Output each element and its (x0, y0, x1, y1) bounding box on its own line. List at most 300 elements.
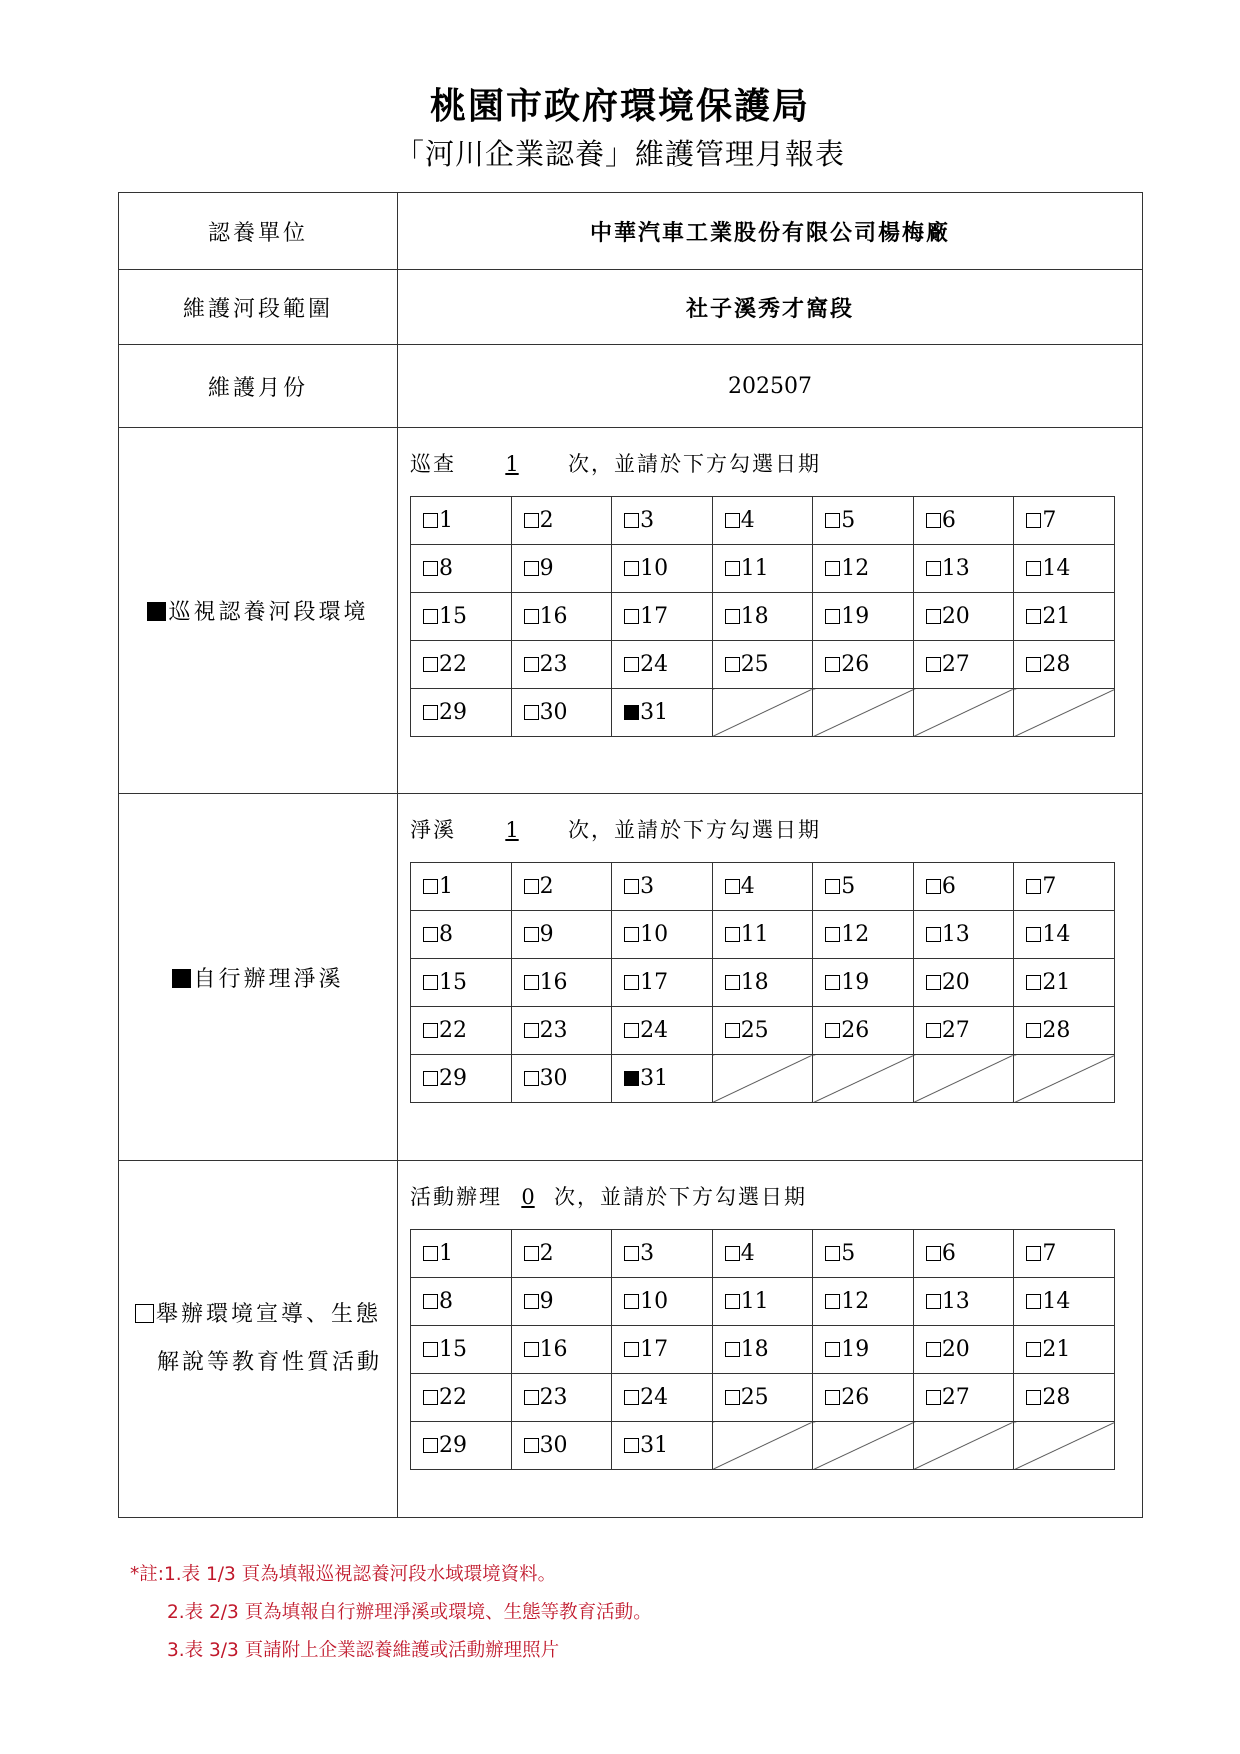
day-cell-22[interactable] (411, 1374, 512, 1422)
day-cell-30[interactable] (511, 689, 612, 737)
day-checkbox[interactable] (524, 1390, 539, 1405)
day-number: 2 (539, 508, 554, 533)
day-checkbox[interactable] (1026, 1294, 1041, 1309)
day-cell-14[interactable] (1014, 545, 1115, 593)
day-cell-4[interactable] (712, 1230, 813, 1278)
day-checkbox[interactable] (524, 657, 539, 672)
day-checkbox[interactable] (725, 1294, 740, 1309)
day-checkbox[interactable] (524, 927, 539, 942)
day-checkbox[interactable] (624, 975, 639, 990)
day-number: 1 (439, 874, 453, 899)
day-number: 12 (841, 556, 870, 581)
day-checkbox[interactable] (725, 1246, 740, 1261)
day-cell-23[interactable] (511, 1007, 612, 1055)
day-cell-10[interactable] (612, 545, 713, 593)
day-checkbox[interactable] (1026, 1390, 1041, 1405)
day-checkbox[interactable] (725, 609, 740, 624)
day-number: 30 (539, 1066, 568, 1091)
day-cell-19[interactable] (813, 593, 914, 641)
day-number: 20 (941, 970, 970, 995)
day-checkbox[interactable] (524, 1294, 539, 1309)
day-number: 26 (841, 1018, 870, 1043)
day-cell-30[interactable] (511, 1055, 612, 1103)
day-checkbox[interactable] (423, 1023, 438, 1038)
day-number: 9 (539, 922, 554, 947)
day-cell-18[interactable] (712, 959, 813, 1007)
day-checkbox[interactable] (926, 609, 941, 624)
day-checkbox[interactable] (825, 1294, 840, 1309)
day-number: 31 (640, 1433, 669, 1458)
day-checkbox[interactable] (423, 927, 438, 942)
day-checkbox[interactable] (1026, 657, 1041, 672)
calendar-row (411, 689, 1115, 737)
day-checkbox[interactable] (725, 879, 740, 894)
day-checkbox[interactable] (624, 1342, 639, 1357)
day-checkbox[interactable] (1026, 975, 1041, 990)
day-cell-4[interactable] (712, 863, 813, 911)
activity-count-line (410, 1181, 1142, 1207)
day-checkbox[interactable] (423, 1390, 438, 1405)
day-checkbox[interactable] (926, 879, 941, 894)
day-number: 19 (841, 604, 870, 629)
day-checkbox[interactable] (926, 1390, 941, 1405)
cleanup-section-checkbox[interactable] (172, 969, 191, 988)
day-cell-6[interactable] (913, 1230, 1014, 1278)
page-title: 桃園市政府環境保護局 (429, 85, 810, 127)
day-cell-11[interactable] (712, 545, 813, 593)
day-cell-24[interactable] (612, 641, 713, 689)
empty-day-cell (813, 1422, 914, 1470)
day-number: 12 (841, 922, 870, 947)
calendar-row (411, 1422, 1115, 1470)
day-checkbox[interactable] (926, 513, 941, 528)
cleanup-section-body (398, 794, 1143, 1161)
day-cell-24[interactable] (612, 1374, 713, 1422)
day-number: 7 (1042, 1241, 1057, 1266)
day-cell-3[interactable] (612, 863, 713, 911)
day-number: 11 (740, 922, 769, 947)
activity-label-line1: 舉辦環境宣導、生態 (135, 1291, 397, 1339)
day-cell-20[interactable] (913, 1326, 1014, 1374)
day-cell-25[interactable] (712, 641, 813, 689)
calendar-row (411, 593, 1115, 641)
day-number: 28 (1042, 1018, 1071, 1043)
day-cell-17[interactable] (612, 1326, 713, 1374)
day-cell-27[interactable] (913, 1007, 1014, 1055)
day-checkbox[interactable] (524, 513, 539, 528)
activity-calendar (410, 1229, 1115, 1470)
patrol-section-text: 巡視認養河段環境 (168, 600, 369, 625)
empty-day-cell (913, 689, 1014, 737)
patrol-calendar (410, 496, 1115, 737)
day-checkbox[interactable] (624, 609, 639, 624)
day-cell-7[interactable] (1014, 1230, 1115, 1278)
day-cell-15[interactable] (411, 1326, 512, 1374)
day-number: 28 (1042, 652, 1071, 677)
day-checkbox[interactable] (1026, 513, 1041, 528)
day-cell-15[interactable] (411, 593, 512, 641)
day-cell-8[interactable] (411, 1278, 512, 1326)
day-checkbox[interactable] (524, 561, 539, 576)
day-cell-23[interactable] (511, 641, 612, 689)
day-cell-22[interactable] (411, 1007, 512, 1055)
day-number: 5 (841, 1241, 856, 1266)
day-number: 4 (740, 874, 755, 899)
day-cell-26[interactable] (813, 1007, 914, 1055)
calendar-row (411, 1326, 1115, 1374)
day-checkbox[interactable] (624, 1023, 639, 1038)
day-checkbox[interactable] (926, 1246, 941, 1261)
day-number: 11 (740, 1289, 769, 1314)
day-checkbox[interactable] (624, 1438, 639, 1453)
day-number: 7 (1042, 508, 1057, 533)
cleanup-count[interactable]: 1 (505, 818, 519, 842)
day-checkbox[interactable] (725, 975, 740, 990)
day-checkbox[interactable] (1026, 927, 1041, 942)
day-cell-20[interactable] (913, 593, 1014, 641)
day-cell-3[interactable] (612, 1230, 713, 1278)
day-number: 13 (941, 1289, 970, 1314)
day-cell-9[interactable] (511, 1278, 612, 1326)
day-checkbox[interactable] (624, 1294, 639, 1309)
day-cell-21[interactable] (1014, 959, 1115, 1007)
day-cell-1[interactable] (411, 497, 512, 545)
day-checkbox[interactable] (624, 561, 639, 576)
day-checkbox[interactable] (725, 513, 740, 528)
day-checkbox[interactable] (725, 657, 740, 672)
day-cell-1[interactable] (411, 863, 512, 911)
day-cell-9[interactable] (511, 911, 612, 959)
day-cell-2[interactable] (511, 863, 612, 911)
note-line-3: 3.表 3/3 頁請附上企業認養維護或活動辦理照片 (167, 1640, 560, 1661)
day-number: 18 (740, 1337, 769, 1362)
day-number: 10 (640, 1289, 669, 1314)
day-cell-17[interactable] (612, 593, 713, 641)
day-number: 6 (941, 874, 956, 899)
day-checkbox[interactable] (1026, 1342, 1041, 1357)
empty-day-cell (913, 1422, 1014, 1470)
day-cell-13[interactable] (913, 911, 1014, 959)
empty-day-cell (813, 689, 914, 737)
day-cell-12[interactable] (813, 545, 914, 593)
day-checkbox[interactable] (423, 879, 438, 894)
day-cell-28[interactable] (1014, 641, 1115, 689)
day-cell-6[interactable] (913, 497, 1014, 545)
day-cell-21[interactable] (1014, 593, 1115, 641)
day-cell-9[interactable] (511, 545, 612, 593)
day-checkbox[interactable] (423, 513, 438, 528)
adopter-label: 認養單位 (119, 193, 398, 270)
day-cell-8[interactable] (411, 545, 512, 593)
day-cell-23[interactable] (511, 1374, 612, 1422)
month-value: 202507 (398, 345, 1143, 428)
day-number: 14 (1042, 556, 1071, 581)
empty-day-cell (1014, 1055, 1115, 1103)
activity-label-line2: 解說等教育性質活動 (157, 1350, 383, 1375)
day-number: 12 (841, 1289, 870, 1314)
day-cell-18[interactable] (712, 1326, 813, 1374)
day-cell-28[interactable] (1014, 1007, 1115, 1055)
day-checkbox[interactable] (926, 1023, 941, 1038)
day-checkbox[interactable] (725, 1390, 740, 1405)
empty-day-cell (913, 1055, 1014, 1103)
day-number: 19 (841, 1337, 870, 1362)
day-cell-19[interactable] (813, 1326, 914, 1374)
day-cell-27[interactable] (913, 1374, 1014, 1422)
day-number: 26 (841, 652, 870, 677)
activity-section-label (119, 1161, 398, 1518)
day-checkbox[interactable] (825, 1246, 840, 1261)
empty-day-cell (712, 1422, 813, 1470)
patrol-prefix: 巡查 (410, 452, 456, 476)
day-cell-2[interactable] (511, 497, 612, 545)
day-number: 5 (841, 508, 856, 533)
day-checkbox[interactable] (624, 1390, 639, 1405)
day-cell-5[interactable] (813, 863, 914, 911)
day-cell-24[interactable] (612, 1007, 713, 1055)
day-checkbox[interactable] (524, 1023, 539, 1038)
day-checkbox[interactable] (825, 1390, 840, 1405)
day-checkbox[interactable] (1026, 879, 1041, 894)
day-checkbox[interactable] (624, 1246, 639, 1261)
day-cell-25[interactable] (712, 1374, 813, 1422)
activity-count[interactable]: 0 (521, 1185, 535, 1209)
day-cell-31[interactable] (612, 1422, 713, 1470)
day-number: 4 (740, 508, 755, 533)
day-cell-1[interactable] (411, 1230, 512, 1278)
cleanup-section-text: 自行辦理淨溪 (193, 966, 344, 992)
day-cell-4[interactable] (712, 497, 813, 545)
day-number: 22 (439, 652, 467, 677)
day-number: 24 (640, 1385, 669, 1410)
day-checkbox[interactable] (524, 975, 539, 990)
day-cell-16[interactable] (511, 959, 612, 1007)
day-cell-31[interactable] (612, 1055, 713, 1103)
day-checkbox[interactable] (926, 1342, 941, 1357)
day-checkbox[interactable] (423, 1342, 438, 1357)
day-cell-21[interactable] (1014, 1326, 1115, 1374)
day-cell-10[interactable] (612, 911, 713, 959)
day-number: 15 (439, 970, 467, 995)
day-checkbox[interactable] (725, 561, 740, 576)
day-cell-29[interactable] (411, 1055, 512, 1103)
day-checkbox[interactable] (725, 1023, 740, 1038)
day-number: 23 (539, 1385, 568, 1410)
day-number: 31 (640, 1066, 669, 1091)
day-number: 13 (941, 556, 970, 581)
day-number: 29 (439, 1066, 467, 1091)
day-number: 5 (841, 874, 856, 899)
calendar-row (411, 863, 1115, 911)
day-checkbox[interactable] (926, 927, 941, 942)
day-checkbox[interactable] (825, 609, 840, 624)
day-number: 16 (539, 970, 568, 995)
cleanup-prefix: 淨溪 (410, 818, 456, 842)
day-cell-17[interactable] (612, 959, 713, 1007)
day-number: 3 (640, 874, 655, 899)
day-checkbox[interactable] (423, 657, 438, 672)
activity-section-body (398, 1161, 1143, 1518)
day-cell-13[interactable] (913, 545, 1014, 593)
day-cell-26[interactable] (813, 641, 914, 689)
calendar-row (411, 1007, 1115, 1055)
day-checkbox[interactable] (423, 609, 438, 624)
calendar-row (411, 1230, 1115, 1278)
day-cell-8[interactable] (411, 911, 512, 959)
day-number: 1 (439, 1241, 453, 1266)
day-checkbox[interactable] (825, 1342, 840, 1357)
day-checkbox[interactable] (926, 975, 941, 990)
day-cell-5[interactable] (813, 1230, 914, 1278)
calendar-row (411, 1055, 1115, 1103)
day-checkbox[interactable] (825, 927, 840, 942)
day-number: 23 (539, 652, 568, 677)
month-label: 維護月份 (119, 345, 398, 428)
day-number: 20 (941, 1337, 970, 1362)
day-cell-29[interactable] (411, 1422, 512, 1470)
day-checkbox[interactable] (624, 657, 639, 672)
calendar-row (411, 1374, 1115, 1422)
day-checkbox[interactable] (524, 1246, 539, 1261)
day-checkbox[interactable] (524, 609, 539, 624)
day-cell-11[interactable] (712, 1278, 813, 1326)
day-checkbox[interactable] (825, 879, 840, 894)
river-range-label: 維護河段範圍 (119, 270, 398, 345)
day-cell-31[interactable] (612, 689, 713, 737)
day-number: 21 (1042, 604, 1071, 629)
river-range-value: 社子溪秀才窩段 (398, 270, 1143, 345)
day-number: 25 (740, 1385, 769, 1410)
day-number: 28 (1042, 1385, 1071, 1410)
day-cell-18[interactable] (712, 593, 813, 641)
patrol-count-line (410, 448, 1142, 474)
day-cell-7[interactable] (1014, 863, 1115, 911)
day-number: 2 (539, 874, 554, 899)
calendar-row (411, 545, 1115, 593)
day-number: 7 (1042, 874, 1057, 899)
activity-prefix: 活動辦理 (410, 1185, 502, 1209)
day-number: 9 (539, 1289, 554, 1314)
day-cell-3[interactable] (612, 497, 713, 545)
day-number: 17 (640, 1337, 669, 1362)
calendar-row (411, 1278, 1115, 1326)
day-checkbox[interactable] (524, 879, 539, 894)
day-checkbox[interactable] (624, 927, 639, 942)
day-cell-22[interactable] (411, 641, 512, 689)
day-number: 8 (439, 1289, 453, 1314)
day-checkbox[interactable] (423, 1438, 438, 1453)
day-checkbox[interactable] (926, 1294, 941, 1309)
day-number: 17 (640, 604, 669, 629)
day-cell-7[interactable] (1014, 497, 1115, 545)
day-checkbox[interactable] (524, 705, 539, 720)
day-checkbox[interactable] (825, 561, 840, 576)
day-cell-13[interactable] (913, 1278, 1014, 1326)
day-checkbox[interactable] (1026, 609, 1041, 624)
day-checkbox[interactable] (825, 975, 840, 990)
day-cell-30[interactable] (511, 1422, 612, 1470)
page-subtitle: 「河川企業認養」維護管理月報表 (394, 137, 845, 171)
day-checkbox[interactable] (624, 879, 639, 894)
day-cell-10[interactable] (612, 1278, 713, 1326)
day-checkbox[interactable] (624, 513, 639, 528)
day-checkbox[interactable] (423, 1294, 438, 1309)
cleanup-count-line (410, 814, 1142, 840)
day-checkbox[interactable] (926, 561, 941, 576)
day-cell-28[interactable] (1014, 1374, 1115, 1422)
day-checkbox[interactable] (524, 1071, 539, 1086)
day-checkbox[interactable] (1026, 1023, 1041, 1038)
activity-section-checkbox[interactable] (135, 1304, 154, 1323)
day-checkbox[interactable] (825, 1023, 840, 1038)
day-checkbox[interactable] (423, 1071, 438, 1086)
day-number: 6 (941, 1241, 956, 1266)
day-checkbox[interactable] (725, 1342, 740, 1357)
day-checkbox[interactable] (825, 513, 840, 528)
day-cell-12[interactable] (813, 1278, 914, 1326)
day-cell-14[interactable] (1014, 1278, 1115, 1326)
day-cell-14[interactable] (1014, 911, 1115, 959)
day-cell-27[interactable] (913, 641, 1014, 689)
day-checkbox[interactable] (825, 657, 840, 672)
day-cell-16[interactable] (511, 593, 612, 641)
day-checkbox[interactable] (524, 1342, 539, 1357)
day-number: 22 (439, 1018, 467, 1043)
day-checkbox[interactable] (624, 1071, 639, 1086)
empty-day-cell (1014, 689, 1115, 737)
patrol-count[interactable]: 1 (505, 452, 519, 476)
patrol-section-checkbox[interactable] (147, 602, 166, 621)
day-checkbox[interactable] (423, 975, 438, 990)
note-line-2: 2.表 2/3 頁為填報自行辦理淨溪或環境、生態等教育活動。 (167, 1602, 652, 1623)
day-number: 16 (539, 604, 568, 629)
day-number: 3 (640, 1241, 655, 1266)
day-checkbox[interactable] (624, 705, 639, 720)
day-cell-16[interactable] (511, 1326, 612, 1374)
day-number: 27 (941, 652, 970, 677)
day-number: 9 (539, 556, 554, 581)
calendar-row (411, 497, 1115, 545)
day-checkbox[interactable] (423, 705, 438, 720)
day-checkbox[interactable] (725, 927, 740, 942)
day-cell-19[interactable] (813, 959, 914, 1007)
day-number: 24 (640, 652, 669, 677)
patrol-section-label (119, 428, 398, 794)
day-cell-12[interactable] (813, 911, 914, 959)
day-checkbox[interactable] (423, 561, 438, 576)
patrol-suffix: 次，並請於下方勾選日期 (568, 452, 821, 476)
day-cell-15[interactable] (411, 959, 512, 1007)
day-number: 2 (539, 1241, 554, 1266)
day-checkbox[interactable] (524, 1438, 539, 1453)
day-cell-20[interactable] (913, 959, 1014, 1007)
day-cell-11[interactable] (712, 911, 813, 959)
day-checkbox[interactable] (1026, 1246, 1041, 1261)
day-checkbox[interactable] (423, 1246, 438, 1261)
day-cell-5[interactable] (813, 497, 914, 545)
day-cell-25[interactable] (712, 1007, 813, 1055)
calendar-row (411, 959, 1115, 1007)
day-cell-29[interactable] (411, 689, 512, 737)
day-number: 30 (539, 700, 568, 725)
empty-day-cell (712, 689, 813, 737)
day-cell-6[interactable] (913, 863, 1014, 911)
day-number: 25 (740, 652, 769, 677)
day-cell-2[interactable] (511, 1230, 612, 1278)
day-checkbox[interactable] (1026, 561, 1041, 576)
day-cell-26[interactable] (813, 1374, 914, 1422)
day-checkbox[interactable] (926, 657, 941, 672)
